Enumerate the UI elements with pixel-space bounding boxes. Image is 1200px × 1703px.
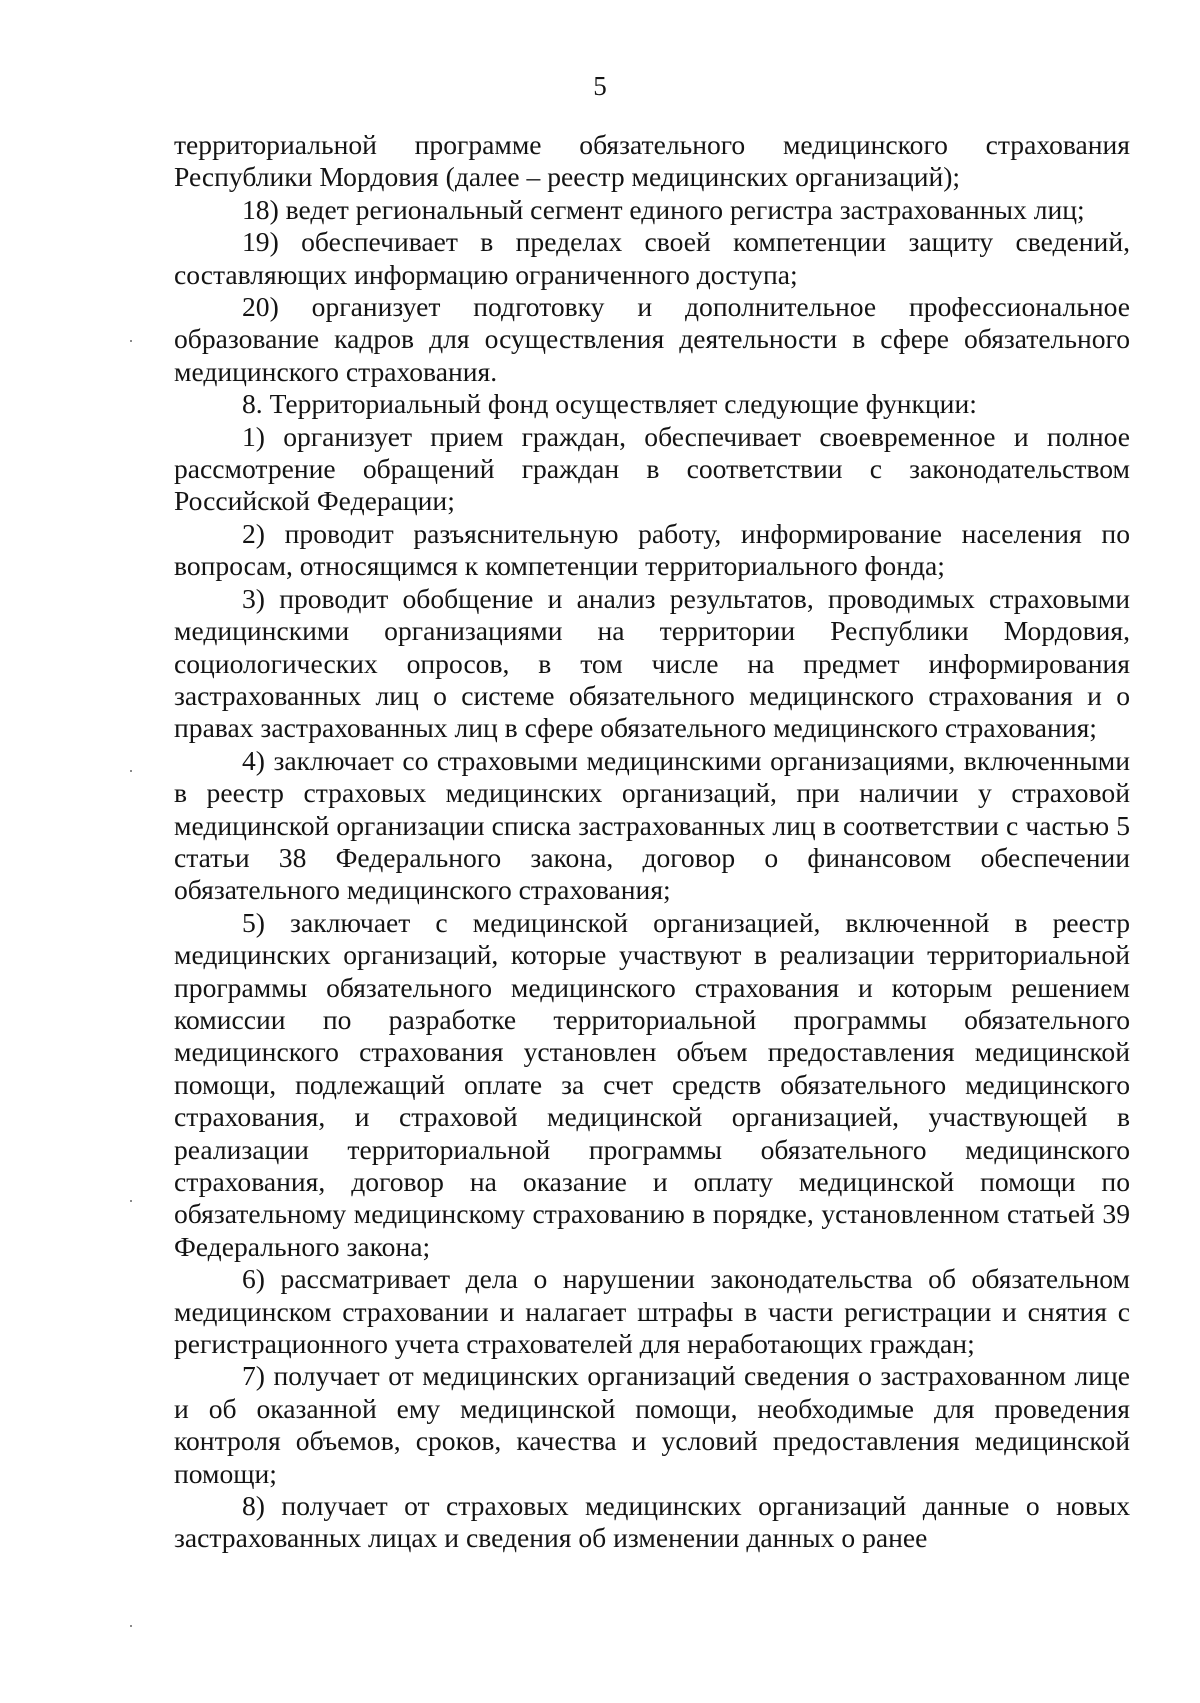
scan-speck: [130, 340, 132, 342]
paragraph-function-4: 4) заключает со страховыми медицинскими организациями, включенными в реестр страховых медицинских организаций, при наличии у страховой медицинской организации списка застрахованных лиц в соответствии с частью 5 статьи 38 Федерального закона, договор о финансовом обеспечении обязательного медицинского страхования;: [174, 744, 1130, 906]
paragraph-function-5: 5) заключает с медицинской организацией, включенной в реестр медицинских организаций, которые участвуют в реализации территориальной программы обязательного медицинского страхования и которым решением комиссии по разработке территориальной программы обязательного медицинского страхования установлен объем предоставления медицинской помощи, подлежащий оплате за счет средств обязательного медицинского страхования, и страховой медицинской организацией, участвующей в реализации территориальной программы обязательного медицинского страхования, договор на оказание и оплату медицинской помощи по обязательному медицинскому страхованию в порядке, установленном статьей 39 Федерального закона;: [174, 906, 1130, 1262]
paragraph-section-8-heading: 8. Территориальный фонд осуществляет следующие функции:: [242, 388, 977, 420]
paragraph-registry-continuation: территориальной программе обязательного медицинского страхования Республики Мордовия (далее – реестр медицинских организаций);: [174, 129, 1130, 193]
scan-speck: [130, 1200, 132, 1202]
paragraph-function-1: 1) организует прием граждан, обеспечивает своевременное и полное рассмотрение обращений граждан в соответствии с законодательством Российской Федерации;: [174, 420, 1130, 517]
paragraph-item-20: 20) организует подготовку и дополнительное профессиональное образование кадров для осуществления деятельности в сфере обязательного медицинского страхования.: [174, 291, 1130, 387]
page-number: 5: [593, 71, 607, 101]
document-body: [174, 129, 1130, 1555]
scan-speck: [130, 770, 132, 772]
paragraph-item-19: 19) обеспечивает в пределах своей компетенции защиту сведений, составляющих информацию ограниченного доступа;: [174, 226, 1130, 290]
paragraph-function-7: 7) получает от медицинских организаций сведения о застрахованном лице и об оказанной ему медицинской помощи, необходимые для проведения контроля объемов, сроков, качества и условий предоставления медицинской помощи;: [174, 1360, 1130, 1489]
paragraph-function-8: 8) получает от страховых медицинских организаций данные о новых застрахованных лицах и сведения об изменении данных о ранее: [174, 1490, 1130, 1554]
paragraph-item-18: 18) ведет региональный сегмент единого регистра застрахованных лиц;: [242, 193, 1085, 225]
paragraph-function-2: 2) проводит разъяснительную работу, информирование населения по вопросам, относящимся к компетенции территориального фонда;: [174, 517, 1130, 582]
paragraph-function-6: 6) рассматривает дела о нарушении законодательства об обязательном медицинском страховании и налагает штрафы в части регистрации и снятия с регистрационного учета страхователей для неработающих граждан;: [174, 1263, 1130, 1360]
scan-speck: [130, 1625, 132, 1627]
paragraph-function-3: 3) проводит обобщение и анализ результатов, проводимых страховыми медицинскими организациями на территории Республики Мордовия, социологических опросов, в том числе на предмет информирования застрахованных лиц о системе обязательного медицинского страхования и о правах застрахованных лиц в сфере обязательного медицинского страхования;: [174, 582, 1130, 744]
